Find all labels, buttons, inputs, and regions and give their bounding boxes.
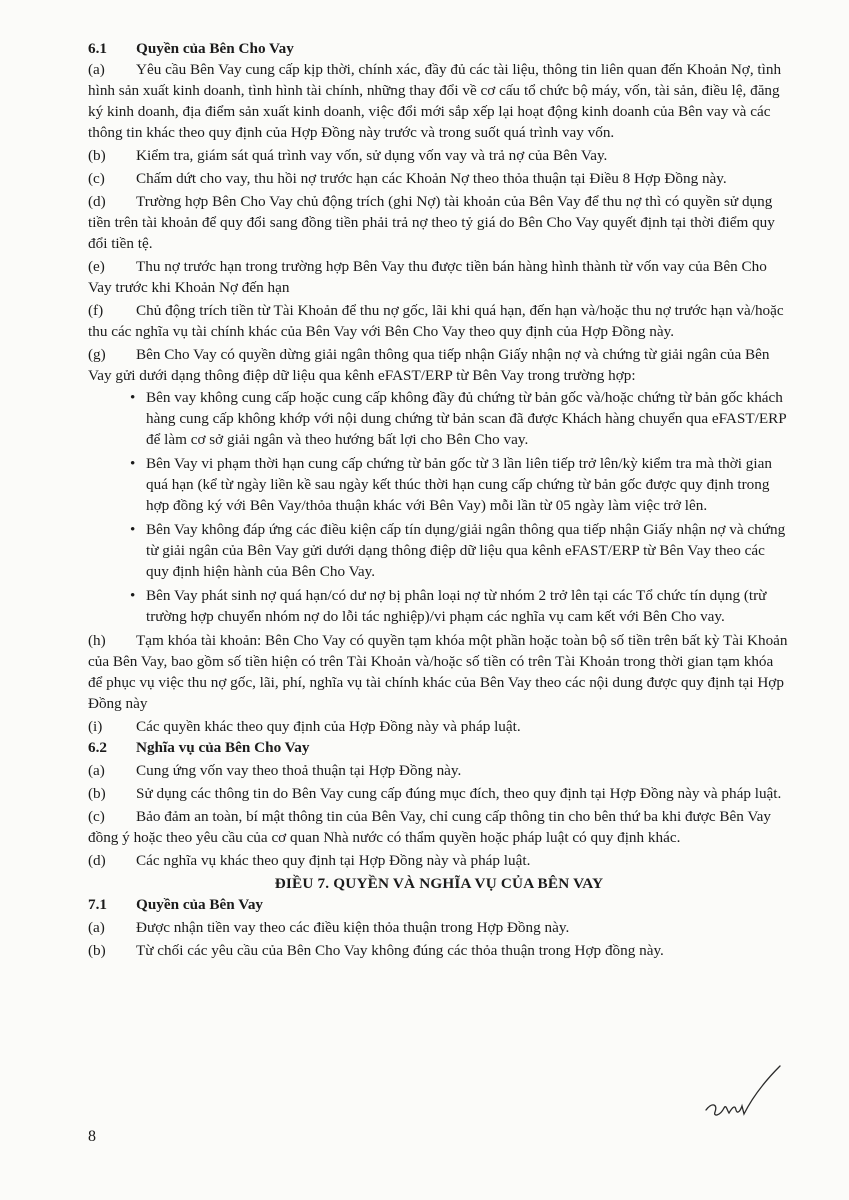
clause-text: Chủ động trích tiền từ Tài Khoản để thu nợ gốc, lãi khi quá hạn, đến hạn và/hoặc thu nợ trước hạn và/hoặc thu các nghĩa vụ tài chính khác của Bên Vay với Bên Cho Vay theo quy định của Hợp Đồng này. xyxy=(88,302,784,340)
clause-label: (c) xyxy=(88,808,105,825)
clause-label: (b) xyxy=(88,942,106,959)
section-title: Quyền của Bên Vay xyxy=(136,896,264,913)
clause-6-1-d xyxy=(88,191,790,254)
list-item: • Bên Vay phát sinh nợ quá hạn/có dư nợ bị phân loại nợ từ nhóm 2 trở lên tại các Tổ chức tín dụng (trừ trường hợp chuyển nhóm nợ do lỗi tác nghiệp)/vi phạm các nghĩa vụ cam kết với Bên Cho vay. xyxy=(130,585,790,627)
section-number: 7.1 xyxy=(88,896,107,913)
clause-label: (a) xyxy=(88,61,105,78)
article-7-heading: ĐIỀU 7. QUYỀN VÀ NGHĨA VỤ CỦA BÊN VAY xyxy=(274,875,604,892)
clause-text: Sử dụng các thông tin do Bên Vay cung cấp đúng mục đích, theo quy định tại Hợp Đồng này và pháp luật. xyxy=(136,785,782,802)
clause-label: (c) xyxy=(88,170,105,187)
clause-label: (a) xyxy=(88,762,105,779)
clause-7-1-b xyxy=(88,940,790,961)
initials-signature xyxy=(702,1064,782,1124)
clause-text: Yêu cầu Bên Vay cung cấp kịp thời, chính xác, đầy đủ các tài liệu, thông tin liên quan đến Khoản Nợ, tình hình sản xuất kinh doanh, tình hình tài chính, những thay đổi về cơ cấu tổ chức bộ máy, vốn, tài sản, điều lệ, đăng ký kinh doanh, địa điểm sản xuất kinh doanh, việc đổi mới sắp xếp lại hoạt động kinh doanh của Bên vay và các thông tin khác theo quy định của Hợp Đồng này trước và trong suốt quá trình vay vốn. xyxy=(88,61,782,141)
clause-label: (i) xyxy=(88,718,103,735)
clause-6-1-e xyxy=(88,256,790,298)
clause-6-2-c xyxy=(88,806,790,848)
clause-label: (h) xyxy=(88,632,106,649)
section-number: 6.1 xyxy=(88,40,107,57)
clause-label: (g) xyxy=(88,346,106,363)
clause-label: (e) xyxy=(88,258,105,275)
clause-text: Trường hợp Bên Cho Vay chủ động trích (ghi Nợ) tài khoản của Bên Vay để thu nợ thì có quyền sử dụng tiền trên tài khoản để quy đổi sang đồng tiền phải trả nợ theo tỷ giá do Bên Cho Vay quyết định tại thời điểm quy đổi tiền tệ. xyxy=(88,193,775,252)
list-item: • Bên vay không cung cấp hoặc cung cấp không đầy đủ chứng từ bản gốc và/hoặc chứng từ bản gốc khách hàng cung cấp không khớp với nội dung chứng từ bản scan đã được Khách hàng chuyển qua eFAST/ERP để làm cơ sở giải ngân và theo hướng bất lợi cho Bên Cho vay. xyxy=(130,387,790,450)
clause-text: Chấm dứt cho vay, thu hồi nợ trước hạn các Khoản Nợ theo thỏa thuận tại Điều 8 Hợp Đồng này. xyxy=(136,170,727,187)
clause-label: (a) xyxy=(88,919,105,936)
clause-label: (d) xyxy=(88,852,106,869)
clause-text: Các nghĩa vụ khác theo quy định tại Hợp Đồng này và pháp luật. xyxy=(136,852,531,869)
list-item: • Bên Vay không đáp ứng các điều kiện cấp tín dụng/giải ngân thông qua tiếp nhận Giấy nhận nợ và chứng từ giải ngân của Bên Vay gửi dưới dạng thông điệp dữ liệu qua kênh eFAST/ERP từ Bên Vay theo các quy định hiện hành của Bên Cho Vay. xyxy=(130,519,790,582)
clause-text: Bảo đảm an toàn, bí mật thông tin của Bên Vay, chỉ cung cấp thông tin cho bên thứ ba khi được Bên Vay đồng ý hoặc theo yêu cầu của cơ quan Nhà nước có thẩm quyền hoặc pháp luật có quy định khác. xyxy=(88,808,771,846)
clause-6-1-g-bullets xyxy=(88,387,790,627)
clause-text: Kiểm tra, giám sát quá trình vay vốn, sử dụng vốn vay và trả nợ của Bên Vay. xyxy=(136,147,608,164)
clause-6-1-c xyxy=(88,168,790,189)
list-item: • Bên Vay vi phạm thời hạn cung cấp chứng từ bản gốc từ 3 lần liên tiếp trở lên/kỳ kiểm tra mà thời gian quá hạn (kể từ ngày liền kề sau ngày kết thúc thời hạn cung cấp chứng từ bản gốc được quy định trong hợp đồng ký với Bên Vay/thỏa thuận khác với Bên Vay) mỗi lần từ 05 ngày làm việc trở lên. xyxy=(130,453,790,516)
section-title: Nghĩa vụ của Bên Cho Vay xyxy=(136,739,310,756)
clause-text: Các quyền khác theo quy định của Hợp Đồng này và pháp luật. xyxy=(136,718,521,735)
clause-text: Tạm khóa tài khoản: Bên Cho Vay có quyền tạm khóa một phần hoặc toàn bộ số tiền trên bất kỳ Tài Khoản của Bên Vay, bao gồm số tiền hiện có trên Tài Khoản và/hoặc số tiền có trên Tài Khoản trong thời gian tạm khóa để phục vụ việc thu nợ gốc, lãi, phí, nghĩa vụ tài chính khác của Bên Vay theo các nội dung được quy định tại Hợp Đồng này xyxy=(88,632,788,712)
clause-text: Thu nợ trước hạn trong trường hợp Bên Vay thu được tiền bán hàng hình thành từ vốn vay của Bên Cho Vay trước khi Khoản Nợ đến hạn xyxy=(88,258,767,296)
section-number: 6.2 xyxy=(88,739,107,756)
clause-text: Được nhận tiền vay theo các điều kiện thỏa thuận trong Hợp Đồng này. xyxy=(136,919,570,936)
clause-6-2-b xyxy=(88,783,790,804)
clause-6-1-f xyxy=(88,300,790,342)
clause-text: Từ chối các yêu cầu của Bên Cho Vay không đúng các thỏa thuận trong Hợp đồng này. xyxy=(136,942,664,959)
clause-6-2-d xyxy=(88,850,790,871)
clause-6-1-a xyxy=(88,59,790,143)
clause-label: (b) xyxy=(88,785,106,802)
document-body xyxy=(88,38,790,961)
clause-label: (b) xyxy=(88,147,106,164)
clause-text: Cung ứng vốn vay theo thoả thuận tại Hợp Đồng này. xyxy=(136,762,462,779)
clause-7-1-a xyxy=(88,917,790,938)
section-6-1-heading xyxy=(88,38,790,59)
clause-text: Bên Cho Vay có quyền dừng giải ngân thông qua tiếp nhận Giấy nhận nợ và chứng từ giải ngân của Bên Vay gửi dưới dạng thông điệp dữ liệu qua kênh eFAST/ERP từ Bên Vay trong trường hợp: xyxy=(88,346,770,384)
clause-label: (f) xyxy=(88,302,104,319)
clause-6-1-i xyxy=(88,716,790,737)
clause-6-1-b xyxy=(88,145,790,166)
clause-label: (d) xyxy=(88,193,106,210)
clause-6-2-a xyxy=(88,760,790,781)
section-title: Quyền của Bên Cho Vay xyxy=(136,40,294,57)
clause-6-1-g xyxy=(88,344,790,386)
section-7-1-heading xyxy=(88,894,790,915)
page-number: 8 xyxy=(88,1128,96,1145)
section-6-2-heading xyxy=(88,737,790,758)
clause-6-1-h xyxy=(88,630,790,714)
